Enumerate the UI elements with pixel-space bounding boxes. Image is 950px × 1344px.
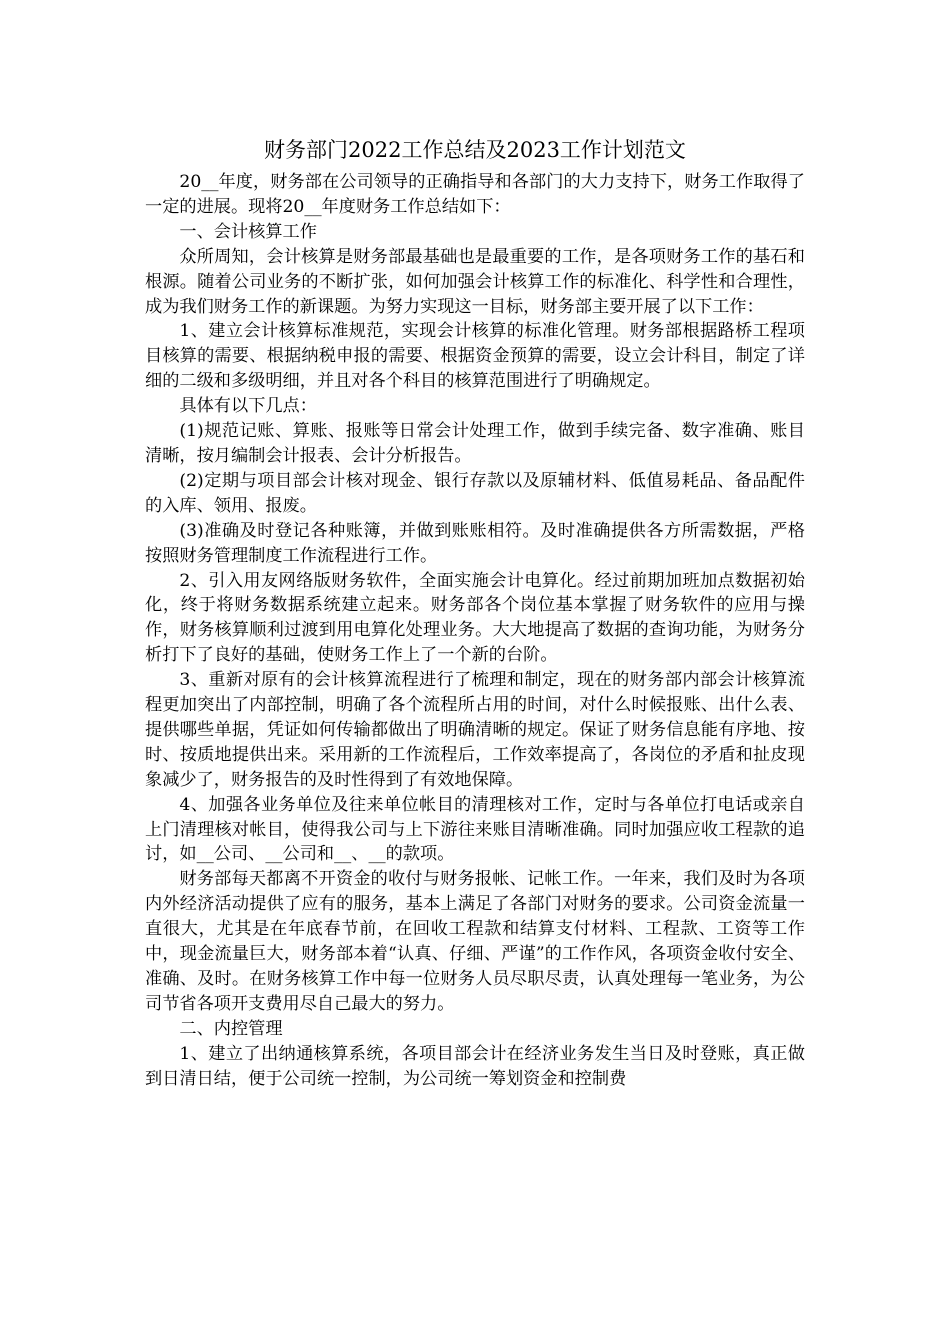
body-paragraph: 1、建立会计核算标准规范，实现会计核算的标准化管理。财务部根据路桥工程项目核算的需要、根据纳税申报的需要、根据资金预算的需要，设立会计科目，制定了详细的二级和多级明细，并且对各个科目的核算范围进行了明确规定。 <box>145 321 805 392</box>
body-paragraph: 3、重新对原有的会计核算流程进行了梳理和制定，现在的财务部内部会计核算流程更加突出了内部控制，明确了各个流程所占用的时间，对什么时候报账、出什么表、提供哪些单据，凭证如何传输都做出了明确清晰的规定。保证了财务信息能有序地、按时、按质地提供出来。采用新的工作流程后，工作效率提高了，各岗位的矛盾和扯皮现象减少了，财务报告的及时性得到了有效地保障。 <box>145 670 805 790</box>
list-item: (1)规范记账、算账、报账等日常会计处理工作，做到手续完备、数字准确、账目清晰，按月编制会计报表、会计分析报告。 <box>145 421 805 466</box>
list-item: (2)定期与项目部会计核对现金、银行存款以及原辅材料、低值易耗品、备品配件的入库、领用、报废。 <box>145 470 805 516</box>
body-paragraph: 财务部每天都离不开资金的收付与财务报帐、记帐工作。一年来，我们及时为各项内外经济活动提供了应有的服务，基本上满足了各部门对财务的要求。公司资金流量一直很大，尤其是在年底春节前，在回收工程款和结算支付材料、工程款、工资等工作中，现金流量巨大，财务部本着“认真、仔细、严谨”的工作作风，各项资金收付安全、准确、及时。在财务核算工作中每一位财务人员尽职尽责，认真处理每一笔业务，为公司节省各项开支费用尽自己最大的努力。 <box>145 869 805 1014</box>
document-title: 财务部门2022工作总结及2023工作计划范文 <box>264 138 686 162</box>
intro-paragraph: 20__年度，财务部在公司领导的正确指导和各部门的大力支持下，财务工作取得了一定的进展。现将20__年度财务工作总结如下： <box>145 172 805 217</box>
body-paragraph: 4、加强各业务单位及往来单位帐目的清理核对工作，定时与各单位打电话或亲自上门清理核对帐目，使得我公司与上下游往来账目清晰准确。同时加强应收工程款的追讨，如__公司、__公司和__、__的款项。 <box>145 794 805 865</box>
section-heading-internal-control: 二、内控管理 <box>179 1018 283 1039</box>
body-paragraph: 2、引入用友网络版财务软件，全面实施会计电算化。经过前期加班加点数据初始化，终于将财务数据系统建立起来。财务部各个岗位基本掌握了财务软件的应用与操作，财务核算顺利过渡到用电算化处理业务。大大地提高了数据的查询功能，为财务分析打下了良好的基础，使财务工作上了一个新的台阶。 <box>145 570 805 666</box>
body-paragraph: 1、建立了出纳通核算系统，各项目部会计在经济业务发生当日及时登账，真正做到日清日结，便于公司统一控制，为公司统一筹划资金和控制费 <box>145 1043 805 1089</box>
section-heading-accounting: 一、会计核算工作 <box>179 221 317 242</box>
body-paragraph: 具体有以下几点： <box>179 396 317 417</box>
list-item: (3)准确及时登记各种账簿，并做到账账相符。及时准确提供各方所需数据，严格按照财务管理制度工作流程进行工作。 <box>145 520 805 566</box>
body-paragraph: 众所周知，会计核算是财务部最基础也是最重要的工作，是各项财务工作的基石和根源。随着公司业务的不断扩张，如何加强会计核算工作的标准化、科学性和合理性，成为我们财务工作的新课题。为努力实现这一目标，财务部主要开展了以下工作： <box>145 246 805 317</box>
document-body <box>145 132 805 1092</box>
